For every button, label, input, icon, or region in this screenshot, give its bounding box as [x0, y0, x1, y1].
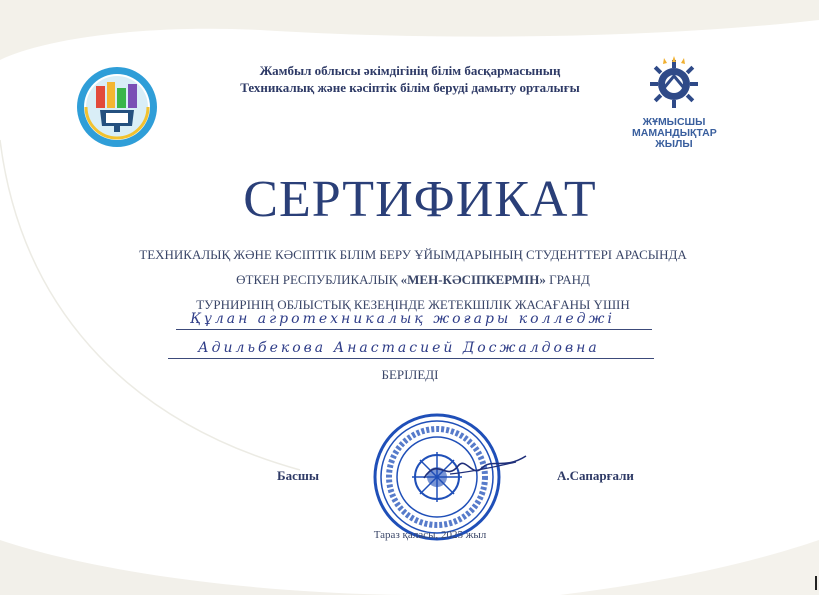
place-and-year: Тараз қаласы, 2025 жыл — [373, 529, 487, 541]
org-line-2: Техникалық және кәсіптік білім беруді дамыту орталығы — [240, 80, 580, 95]
reason-line-2 — [108, 267, 718, 292]
logo-caption-line3: ЖЫЛЫ — [655, 138, 693, 150]
reason-line-2-suffix: ГРАНД — [549, 272, 590, 287]
reason-line-2-prefix: ӨТКЕН РЕСПУБЛИКАЛЫҚ — [236, 272, 398, 287]
org-line-1: Жамбыл облысы әкімдігінің білім басқармасының — [259, 63, 561, 78]
recipient-line-1 — [176, 329, 652, 330]
reason-line-1: ТЕХНИКАЛЫҚ ЖӘНЕ КӘСІПТІК БІЛІМ БЕРУ ҰЙЫМДАРЫНЫҢ СТУДЕНТТЕРІ АРАСЫНДА — [139, 247, 687, 262]
gear-icon — [646, 54, 702, 110]
scan-edge-mark — [815, 576, 817, 590]
workers-year-logo — [632, 54, 716, 154]
reason-line-3: ТУРНИРІНІҢ ОБЛЫСТЫҚ КЕЗЕҢІНДЕ ЖЕТЕКШІЛІК ЖАСАҒАНЫ ҮШІН — [196, 297, 630, 312]
recipient-line-2 — [168, 358, 654, 359]
education-department-logo — [76, 66, 158, 148]
signer-name: А.Сапарғали — [557, 468, 634, 483]
recipient-name: Адильбекова Анастасией Досжалдовна — [198, 340, 600, 356]
signature — [420, 448, 530, 488]
grand-prize-name: «МЕН-КӘСІПКЕРМІН» — [400, 272, 546, 287]
certificate-title: СЕРТИФИКАТ — [243, 171, 597, 228]
logo-caption-line2: МАМАНДЫҚТАР — [632, 127, 717, 139]
issuing-organization — [200, 62, 620, 96]
recipient-institution: Құлан агротехникалық жоғары колледжі — [190, 311, 615, 327]
logo-caption-line1: ЖҰМЫСШЫ — [642, 116, 706, 128]
award-reason — [108, 242, 718, 317]
given-label: БЕРІЛЕДІ — [381, 367, 439, 382]
head-label: Басшы — [277, 468, 319, 483]
